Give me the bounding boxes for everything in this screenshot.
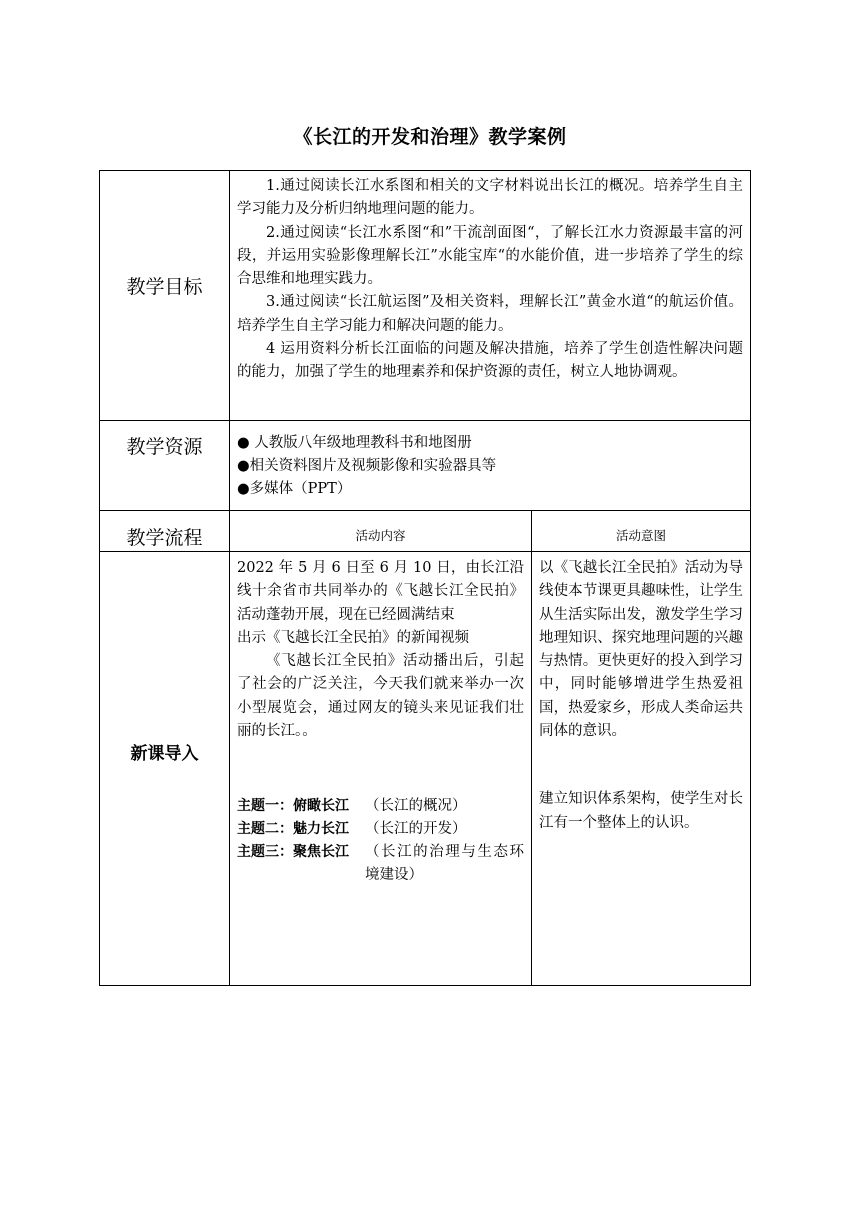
goal-item: 1.通过阅读长江水系图和相关的文字材料说出长江的概况。培养学生自主学习能力及分析归纳地理问题的能力。: [237, 178, 743, 218]
theme-item: [237, 818, 524, 841]
theme-desc: （长江的概况）: [365, 798, 467, 815]
goals-label: 教学目标: [126, 276, 203, 298]
theme-key: 主题三：聚焦长江: [237, 844, 349, 861]
resources-label: 教学资源: [126, 436, 203, 458]
resource-item: ●相关资料图片及视频影像和实验器具等: [237, 458, 497, 474]
intent-column-header: 活动意图: [615, 528, 666, 543]
resource-item: ●多媒体（PPT）: [237, 481, 352, 497]
goal-item: 2.通过阅读“长江水系图“和”干流剖面图“，了解长江水力资源最丰富的河段，并运用实验影像理解长江”水能宝库“的水能价值，进一步培养了学生的综合思维和地理实践力。: [237, 224, 743, 288]
intro-label: 新课导入: [130, 744, 199, 764]
theme-item: [237, 841, 524, 887]
process-label: 教学流程: [126, 527, 203, 549]
intro-activity: [237, 557, 524, 887]
row-divider: [100, 420, 750, 421]
theme-item: [237, 795, 524, 818]
column-divider: [229, 171, 230, 985]
theme-desc: （长江的开发）: [365, 821, 467, 838]
row-divider: [100, 510, 750, 511]
resource-item: ● 人教版八年级地理教科书和地图册: [237, 435, 472, 451]
theme-desc: （长江的治理与生态环境建设）: [365, 844, 524, 884]
lesson-plan-table: [99, 170, 751, 986]
goals-content: [237, 175, 743, 385]
intro-intent: [539, 557, 743, 835]
column-divider: [531, 510, 532, 985]
intent-paragraph: 建立知识体系架构，使学生对长江有一个整体上的认识。: [539, 791, 743, 831]
activity-paragraph: 出示《飞越长江全民拍》的新闻视频: [237, 629, 469, 646]
activity-column-header: 活动内容: [355, 528, 406, 543]
goal-item: 4 运用资料分析长江面临的问题及解决措施，培养了学生创造性解决问题的能力，加强了学生的地理素养和保护资源的责任，树立人地协调观。: [237, 341, 743, 381]
document-title: 《长江的开发和治理》教学案例: [293, 126, 567, 148]
row-divider: [100, 551, 750, 552]
intent-paragraph: 以《飞越长江全民拍》活动为导线使本节课更具趣味性，让学生从生活实际出发，激发学生学习地理知识、探究地理问题的兴趣与热情。更快更好的投入到学习中，同时能够增进学生热爱祖国，热爱家乡，形成人类命运共同体的意识。: [539, 560, 743, 740]
activity-paragraph: 《飞越长江全民拍》活动播出后，引起了社会的广泛关注，今天我们就来举办一次小型展览会，通过网友的镜头来见证我们壮丽的长江。。: [237, 653, 524, 740]
theme-key: 主题二：魅力长江: [237, 821, 349, 838]
resources-content: [237, 432, 737, 501]
activity-paragraph: 2022 年 5 月 6 日至 6 月 10 日，由长江沿线十余省市共同举办的《飞越长江全民拍》活动蓬勃开展，现在已经圆满结束: [237, 560, 524, 623]
goal-item: 3.通过阅读“长江航运图”及相关资料，理解长江”黄金水道“的航运价值。培养学生自主学习能力和解决问题的能力。: [237, 294, 743, 334]
theme-key: 主题一：俯瞰长江: [237, 798, 349, 815]
